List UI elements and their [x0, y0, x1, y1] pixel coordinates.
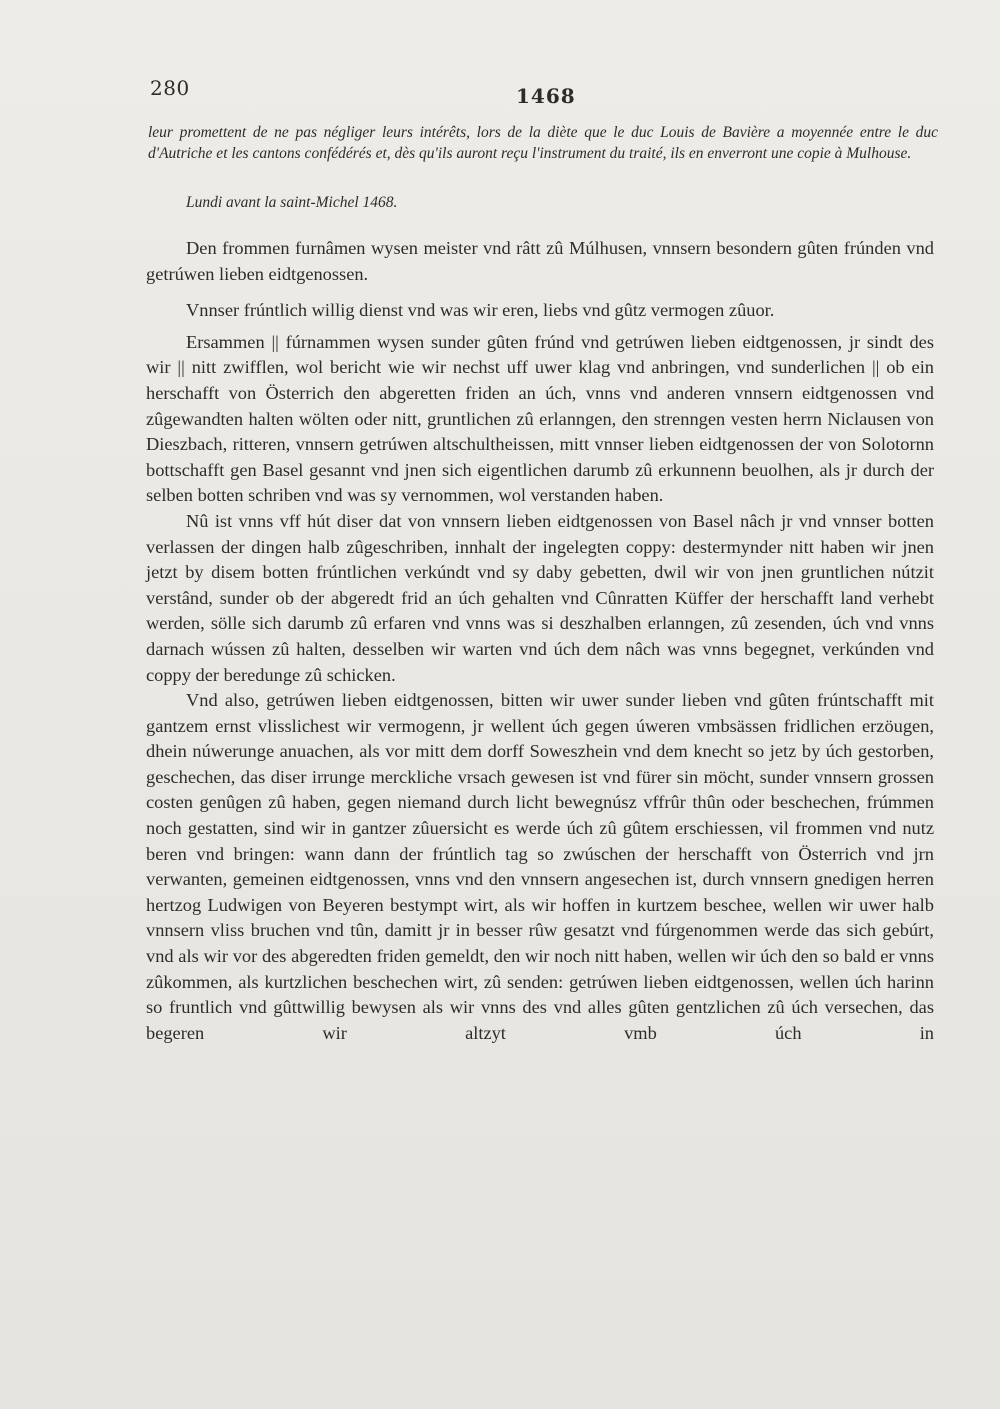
letter-greeting: Vnnser frúntlich willig dienst vnd was wir eren, liebs vnd gûtz vermogen zûuor.: [186, 300, 775, 321]
letter-paragraph: Ersammen || fúrnammen wysen sunder gûten frúnd vnd getrúwen lieben eidtgenossen, jr sindt des wir || nitt zwifflen, wol bericht wie wir nechst uff uwer klag vnd anbringen, vnd sunderlichen || ob ein herschafft von Österrich den abgeretten friden an úch, vnns vnd anderen vnnsern eidtgenossen vnd zûgewandten halten wölten oder nitt, gruntlichen zû erlanngen, den strenngen vesten herrn Niclausen von Dieszbach, ritteren, vnnsern getrúwen altschultheissen, mitt vnnser lieben eidtgenossen der von Solotornn bottschafft gen Basel gesannt vnd jnen sich eigentlichen darumb zû erkunnenn beuolhen, als jr durch der selben botten schriben vnd was sy vernommen, wol verstanden haben.: [146, 331, 934, 506]
letter-paragraph: Vnd also, getrúwen lieben eidtgenossen, bitten wir uwer sunder lieben vnd gûten frúntschafft mit gantzem ernst vlisslichest wir vermogenn, jr wellent úch gegen úweren vmbsässen fridlichen erzöugen, dhein núwerunge anuachen, als vor mitt dem dorff Soweszhein vnd dem knecht so jetz by úch gestorben, geschechen, das diser irrunge merckliche vrsach gewesen ist vnd fürer sin möcht, sunder vnnsern grossen costen genûgen zû haben, gegen niemand durch licht bewegnúsz vffrûr thûn oder beschechen, frúmmen noch gestatten, sind wir in gantzer zûuersicht es werde úch zû gûtem erschiessen, vil frommen vnd nutz beren vnd bringen: wann dann der frúntlich tag so zwúschen der herschafft von Österrich vnd jrn verwanten, gemeinen eidtgenossen, vnns vnd den vnnsern angesechen ist, durch vnnsern gnedigen herren hertzog Ludwigen von Beyeren bestympt wirt, als wir hoffen in kurtzem beschee, wellen wir uwer halb vnnsern vliss bruchen vnd tûn, damitt jr in besser rûw gesatzt vnd fúrgenommen werde das sich gebúrt, vnd als wir vor des abgeredten friden gemeldt, den wir noch nitt haben, wellen wir úch den so bald er vnns zûkommen, als kurtzlichen beschechen wirt, zû senden: getrúwen lieben eidtgenossen, wellen úch harinn so fruntlich vnd gûttwillig bewysen als wir vnns des vnd alles gûten gentzlichen zû úch versechen, das begeren wir altzyt vmb úch in: [146, 690, 934, 1043]
running-head-year: 1468: [516, 84, 576, 108]
dateline: Lundi avant la saint-Michel 1468.: [186, 194, 398, 211]
french-summary: leur promettent de ne pas négliger leurs intérêts, lors de la diète que le duc Louis de Bavière a moyennée entre le duc d'Autriche et les cantons confédérés et, dès qu'ils auront reçu l'instrument du traité, ils en enverront une copie à Mulhouse.: [148, 124, 938, 162]
page-number: 280: [150, 76, 190, 100]
letter-address: Den frommen furnâmen wysen meister vnd râtt zû Múlhusen, vnnsern besondern gûten frúnden vnd getrúwen lieben eidtgenossen.: [146, 238, 934, 284]
letter-paragraph: Nû ist vnns vff hút diser dat von vnnsern lieben eidtgenossen von Basel nâch jr vnd vnnser botten verlassen der dingen halb zûgeschriben, innhalt der ingelegten coppy: destermynder nitt haben wir jnen jetzt by disem botten frúntlichen verkúndt vnd sy daby gebetten, dwil wir von jnen gruntlichen nútzit verstând, sunder ob der abgeredt frid an úch gehalten vnd Cûnratten Küffer der herschafft land verhebt werden, sölle sich darumb zû erfaren vnd vnns was si deszhalben erlanngen, zû zesenden, úch vnd vnns darnach wússen zû halten, desselben wir warten vnd úch dem nâch was vnns begegnet, verkúnden vnd coppy der beredunge zû schicken.: [146, 510, 934, 685]
letter-body: [146, 236, 934, 1046]
